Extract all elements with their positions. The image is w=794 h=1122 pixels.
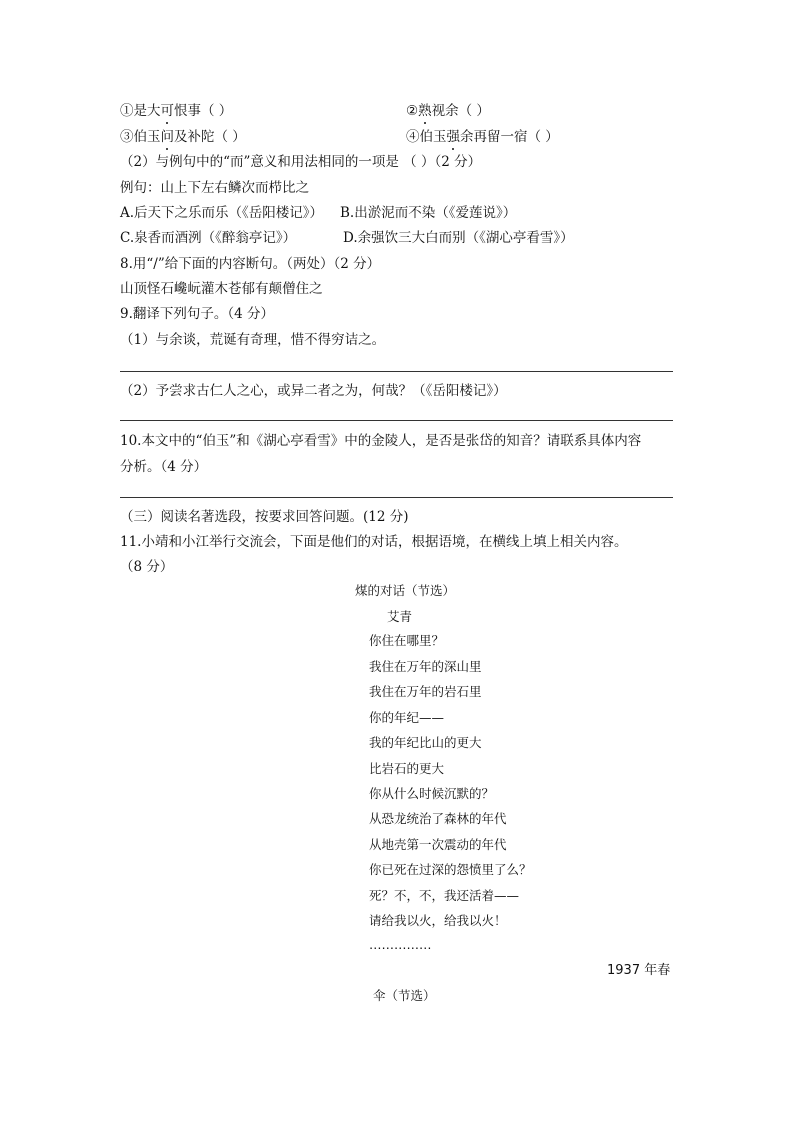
emphasis-char: 可	[160, 103, 174, 119]
q7-2-option-a: A.后天下之乐而乐（《岳阳楼记》）	[120, 205, 324, 221]
q7-option-2: ②熟视余（ ）	[406, 103, 490, 119]
next-poem-title: 伞（节选）	[373, 988, 436, 1003]
emphasis-char: 熟	[418, 103, 432, 119]
q7-2-option-b: B.出淤泥而不染（《爱莲说》）	[340, 205, 517, 221]
poem-line: 我住在万年的岩石里	[369, 684, 482, 699]
q7-option-3: ③伯玉问及补陀（ ）	[120, 129, 246, 145]
q7-2-option-d: D.余强饮三大白而别（《湖心亭看雪》）	[343, 230, 574, 246]
poem-line: 你从什么时候沉默的？	[369, 786, 495, 801]
poem-line: 我的年纪比山的更大	[369, 735, 482, 750]
poem-line: 死？不，不，我还活着——	[369, 888, 520, 903]
poem-line: 从地壳第一次震动的年代	[369, 837, 507, 852]
q7-2-option-c: C.泉香而酒洌（《醉翁亭记》）	[120, 230, 297, 246]
poem-title: 煤的对话（节选）	[355, 583, 456, 598]
answer-line	[120, 420, 673, 421]
poem-line: 从恐龙统治了森林的年代	[369, 811, 507, 826]
section-3-heading: （三）阅读名著选段，按要求回答问题。(12 分)	[120, 509, 409, 525]
poem-line: 你住在哪里？	[369, 633, 445, 648]
q7-2-question: （2）与例句中的“而”意义和用法相同的一项是 （ ）（2 分）	[120, 154, 482, 170]
q9-sentence-2: （2）予尝求古仁人之心，或异二者之为，何哉？（《岳阳楼记》）	[120, 383, 507, 399]
q11-line-2: （8 分）	[120, 559, 174, 575]
q8-question: 8.用“/”给下面的内容断句。（两处）（2 分）	[120, 256, 381, 272]
poem-line: 比岩石的更大	[369, 761, 445, 776]
q7-2-example: 例句：山上下左右鳞次而栉比之	[120, 180, 309, 196]
poem-date: 1937 年春	[607, 963, 671, 978]
emphasis-char: 问	[160, 129, 174, 145]
q9-question: 9.翻译下列句子。（4 分）	[120, 306, 275, 322]
q11-line-1: 11.小靖和小江举行交流会，下面是他们的对话，根据语境，在横线上填上相关内容。	[120, 534, 628, 550]
q10-line-2: 分析。（4 分）	[120, 459, 208, 475]
q10-line-1: 10.本文中的“伯玉”和《湖心亭看雪》中的金陵人，是否是张岱的知音？请联系具体内容	[120, 433, 642, 449]
q7-option-4: ④伯玉强余再留一宿（ ）	[406, 129, 559, 145]
poem-line: 你已死在过深的怨愤里了么？	[369, 862, 532, 877]
poem-line: 请给我以火，给我以火！	[369, 913, 507, 928]
poem-line: 我住在万年的深山里	[369, 659, 482, 674]
q7-option-1: ①是大可恨事（ ）	[120, 103, 233, 119]
poem-author: 艾青	[387, 609, 413, 624]
emphasis-char: 强	[446, 129, 460, 145]
q8-text: 山顶怪石巉岏灌木苍郁有颠僧住之	[120, 281, 323, 297]
q9-sentence-1: （1）与余谈，荒诞有奇理，惜不得穷诘之。	[120, 332, 386, 348]
answer-line	[120, 371, 673, 372]
poem-ellipsis: ……………	[369, 937, 432, 952]
poem-line: 你的年纪——	[369, 710, 445, 725]
answer-line	[120, 497, 673, 498]
